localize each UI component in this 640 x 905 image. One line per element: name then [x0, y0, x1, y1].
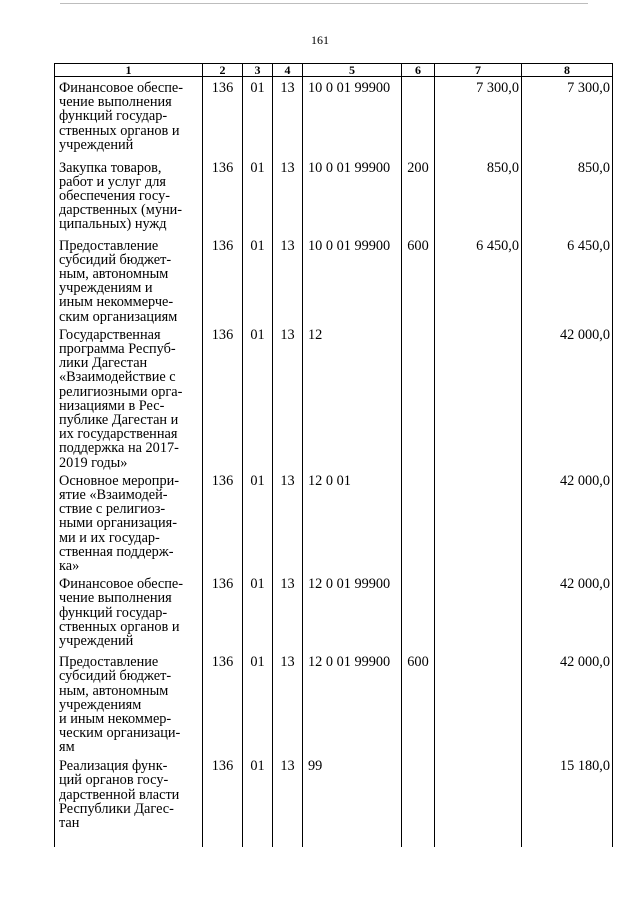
- row-name-cell: [55, 573, 203, 651]
- row-name-line: субсидий бюджет-: [59, 668, 172, 685]
- subsection-code-cell: 13: [273, 573, 303, 651]
- ministry-code-cell: 136: [203, 573, 243, 651]
- row-name-line: чение выполнения: [59, 590, 172, 607]
- table-row: [55, 573, 613, 651]
- subsection-code-cell: 13: [273, 324, 303, 470]
- expense-type-cell: [402, 573, 435, 651]
- table-row: [55, 324, 613, 470]
- table-row: [55, 157, 613, 235]
- row-name-line: Реализация функ-: [59, 758, 168, 775]
- row-name-line: Основное меропри-: [59, 472, 180, 489]
- ministry-code-cell: 136: [203, 470, 243, 573]
- column-header: 1: [55, 64, 203, 77]
- ministry-code-cell: 136: [203, 651, 243, 755]
- row-name-line: функций государ-: [59, 604, 168, 621]
- amount-cell: 42 000,0: [522, 470, 613, 573]
- column-header: 3: [243, 64, 273, 77]
- scan-top-edge: [60, 3, 588, 4]
- expense-type-cell: 600: [402, 651, 435, 755]
- amount-cell: 42 000,0: [522, 573, 613, 651]
- section-code-cell: 01: [243, 755, 273, 847]
- ministry-code-cell: 136: [203, 157, 243, 235]
- budget-table: [54, 63, 613, 847]
- row-name-line: Финансовое обеспе-: [59, 576, 184, 593]
- row-name-line: ным, автономным: [59, 265, 169, 282]
- row-name-line: работ и услуг для: [59, 173, 166, 190]
- row-name-line: чение выполнения: [59, 94, 172, 111]
- row-name-cell: [55, 470, 203, 573]
- target-article-cell: 12 0 01 99900: [303, 651, 402, 755]
- row-name-line: Государственная: [59, 326, 161, 343]
- amount-cell: 6 450,0: [435, 235, 522, 324]
- row-name-line: ными организация-: [59, 515, 177, 532]
- row-name-line: программа Респуб-: [59, 340, 176, 357]
- amount-cell: 7 300,0: [435, 77, 522, 157]
- row-name-line: ципальных) нужд: [59, 216, 167, 233]
- row-name-line: иным некоммерче-: [59, 294, 174, 311]
- row-name-line: ций органов госу-: [59, 772, 169, 789]
- row-name-line: ям: [59, 739, 75, 756]
- ministry-code-cell: 136: [203, 324, 243, 470]
- expense-type-cell: 200: [402, 157, 435, 235]
- row-name-cell: [55, 235, 203, 324]
- target-article-cell: 10 0 01 99900: [303, 235, 402, 324]
- amount-cell: 7 300,0: [522, 77, 613, 157]
- column-header: 7: [435, 64, 522, 77]
- table-body: [55, 77, 613, 848]
- row-name-line: «Взаимодействие с: [59, 369, 176, 386]
- column-header: 4: [273, 64, 303, 77]
- amount-cell: 42 000,0: [522, 651, 613, 755]
- ministry-code-cell: 136: [203, 235, 243, 324]
- subsection-code-cell: 13: [273, 77, 303, 157]
- row-name-line: учреждениям: [59, 696, 142, 713]
- amount-cell: [435, 573, 522, 651]
- expense-type-cell: [402, 755, 435, 847]
- subsection-code-cell: 13: [273, 157, 303, 235]
- row-name-line: публике Дагестан и: [59, 411, 179, 428]
- target-article-cell: 10 0 01 99900: [303, 77, 402, 157]
- amount-cell: [435, 651, 522, 755]
- amount-cell: 850,0: [435, 157, 522, 235]
- row-name-line: поддержка на 2017-: [59, 440, 179, 457]
- row-name-line: ствие с религиоз-: [59, 501, 166, 518]
- amount-cell: [435, 755, 522, 847]
- row-name-cell: [55, 157, 203, 235]
- table-row: [55, 77, 613, 157]
- section-code-cell: 01: [243, 573, 273, 651]
- subsection-code-cell: 13: [273, 651, 303, 755]
- row-name-line: ми и их государ-: [59, 529, 160, 546]
- ministry-code-cell: 136: [203, 755, 243, 847]
- amount-cell: [435, 324, 522, 470]
- row-name-line: учреждений: [59, 136, 134, 153]
- row-name-cell: [55, 651, 203, 755]
- section-code-cell: 01: [243, 324, 273, 470]
- row-name-line: учреждениям и: [59, 280, 153, 297]
- row-name-line: дарственных (муни-: [59, 202, 183, 219]
- row-name-line: Предоставление: [59, 237, 159, 254]
- row-name-line: и иным некоммер-: [59, 710, 172, 727]
- amount-cell: 850,0: [522, 157, 613, 235]
- row-name-line: субсидий бюджет-: [59, 251, 172, 268]
- table-row: [55, 470, 613, 573]
- row-name-line: ческим организаци-: [59, 725, 181, 742]
- target-article-cell: 12 0 01 99900: [303, 573, 402, 651]
- section-code-cell: 01: [243, 651, 273, 755]
- row-name-line: ным, автономным: [59, 682, 169, 699]
- column-header: 6: [402, 64, 435, 77]
- row-name-line: функций государ-: [59, 108, 168, 125]
- expense-type-cell: [402, 470, 435, 573]
- expense-type-cell: [402, 324, 435, 470]
- row-name-line: Финансовое обеспе-: [59, 80, 184, 96]
- row-name-line: ственная поддерж-: [59, 543, 174, 560]
- table-row: [55, 755, 613, 847]
- ministry-code-cell: 136: [203, 77, 243, 157]
- amount-cell: [435, 470, 522, 573]
- target-article-cell: 12 0 01: [303, 470, 402, 573]
- target-article-cell: 12: [303, 324, 402, 470]
- row-name-line: религиозными орга-: [59, 383, 183, 400]
- row-name-line: Закупка товаров,: [59, 159, 162, 176]
- row-name-line: Республики Дагес-: [59, 800, 174, 817]
- row-name-line: ятие «Взаимодей-: [59, 486, 168, 503]
- column-header: 2: [203, 64, 243, 77]
- row-name-cell: [55, 77, 203, 157]
- expense-type-cell: [402, 77, 435, 157]
- amount-cell: 6 450,0: [522, 235, 613, 324]
- row-name-line: ственных органов и: [59, 618, 180, 635]
- row-name-line: ским организациям: [59, 308, 178, 325]
- row-name-line: ственных органов и: [59, 122, 180, 139]
- row-name-line: тан: [59, 814, 80, 831]
- row-name-line: их государственная: [59, 426, 178, 443]
- row-name-line: дарственной власти: [59, 786, 180, 803]
- header-row: [55, 64, 613, 77]
- page-number: 161: [311, 33, 329, 47]
- row-name-line: Предоставление: [59, 654, 159, 671]
- row-name-line: 2019 годы»: [59, 454, 128, 471]
- table-row: [55, 235, 613, 324]
- subsection-code-cell: 13: [273, 755, 303, 847]
- row-name-line: ка»: [59, 557, 80, 574]
- row-name-cell: [55, 324, 203, 470]
- target-article-cell: 10 0 01 99900: [303, 157, 402, 235]
- subsection-code-cell: 13: [273, 470, 303, 573]
- row-name-line: учреждений: [59, 632, 134, 649]
- section-code-cell: 01: [243, 470, 273, 573]
- column-header: 5: [303, 64, 402, 77]
- row-name-line: лики Дагестан: [59, 355, 148, 372]
- amount-cell: 42 000,0: [522, 324, 613, 470]
- column-header: 8: [522, 64, 613, 77]
- row-name-cell: [55, 755, 203, 847]
- section-code-cell: 01: [243, 157, 273, 235]
- row-name-line: низациями в Рес-: [59, 397, 165, 414]
- amount-cell: 15 180,0: [522, 755, 613, 847]
- row-name-line: обеспечения госу-: [59, 187, 170, 204]
- expense-type-cell: 600: [402, 235, 435, 324]
- table-row: [55, 651, 613, 755]
- subsection-code-cell: 13: [273, 235, 303, 324]
- section-code-cell: 01: [243, 77, 273, 157]
- target-article-cell: 99: [303, 755, 402, 847]
- section-code-cell: 01: [243, 235, 273, 324]
